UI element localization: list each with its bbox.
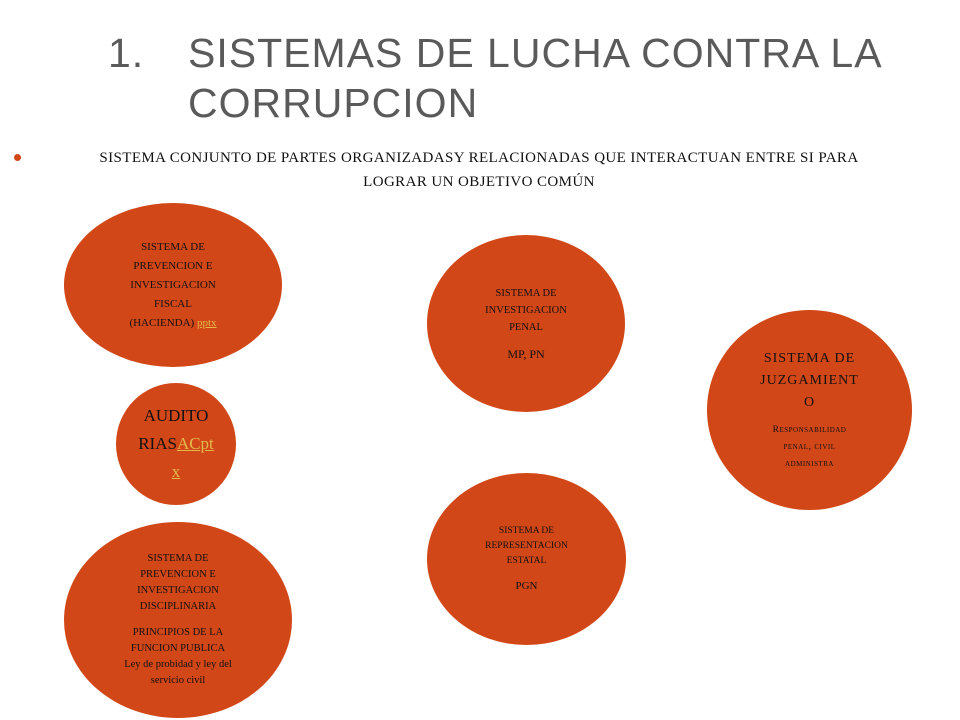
title-line-2: CORRUPCION xyxy=(188,80,479,126)
title-number: 1. xyxy=(108,30,145,76)
circle-text: SISTEMA DE xyxy=(495,287,557,299)
circle-text: Ley de probidad y ley del xyxy=(124,659,232,670)
circle-text: PGN xyxy=(515,580,538,592)
circle-text: INVESTIGACION xyxy=(137,585,219,596)
acptx-link-continued[interactable]: x xyxy=(171,462,181,481)
circle-text: REPRESENTACION xyxy=(485,541,568,551)
circle-text: servicio civil xyxy=(150,675,206,686)
circle-prevencion-disciplinaria xyxy=(64,522,292,718)
circle-text: INVESTIGACION xyxy=(130,278,216,291)
circle-text: FISCAL xyxy=(154,297,192,310)
definition-line-2: LOGRAR UN OBJETIVO COMÚN xyxy=(363,174,595,190)
circle-text: DISCIPLINARIA xyxy=(139,601,217,612)
circle-text: FUNCION PUBLICA xyxy=(130,643,226,654)
circle-representacion-estatal xyxy=(427,473,626,645)
title-text xyxy=(188,28,928,128)
circle-text: MP, PN xyxy=(507,346,545,361)
circle-text: SISTEMA DE xyxy=(147,553,209,564)
circle-text: INVESTIGACION xyxy=(485,304,567,316)
circle-text: SISTEMA DE xyxy=(141,240,205,253)
circle-text: O xyxy=(803,394,816,410)
circle-prevencion-fiscal xyxy=(64,203,282,367)
title-line-1: SISTEMAS DE LUCHA CONTRA LA xyxy=(188,30,883,76)
circle-text: (HACIENDA) xyxy=(129,316,195,329)
definition-line-1: SISTEMA CONJUNTO DE PARTES ORGANIZADASY RELACIONADAS QUE INTERACTUAN ENTRE SI PARA xyxy=(99,150,859,166)
circle-text: SISTEMA DE xyxy=(498,526,555,536)
definition-text xyxy=(14,146,944,194)
circle-text: JUZGAMIENT xyxy=(760,372,859,388)
circle-text: PENAL xyxy=(509,321,543,333)
circle-juzgamiento xyxy=(707,310,912,510)
circle-text: Responsabilidad xyxy=(772,424,847,435)
pptx-link[interactable]: pptx xyxy=(196,316,217,329)
acptx-link[interactable]: ACpt xyxy=(176,434,214,453)
circle-text: penal, civil xyxy=(783,441,836,452)
circle-text: administra xyxy=(785,458,834,469)
circle-text: AUDITO xyxy=(143,406,209,425)
circle-investigacion-penal xyxy=(427,235,625,412)
circle-text: ESTATAL xyxy=(506,556,547,566)
circle-text-row xyxy=(129,314,216,333)
circle-text: SISTEMA DE xyxy=(763,350,856,366)
circle-auditorias xyxy=(116,383,236,505)
circle-text: PRINCIPIOS DE LA xyxy=(132,627,224,638)
circle-text: RIAS xyxy=(138,434,177,453)
circle-text: PREVENCION E xyxy=(140,569,216,580)
circle-text-row xyxy=(138,430,214,458)
circle-text: PREVENCION E xyxy=(133,259,213,272)
